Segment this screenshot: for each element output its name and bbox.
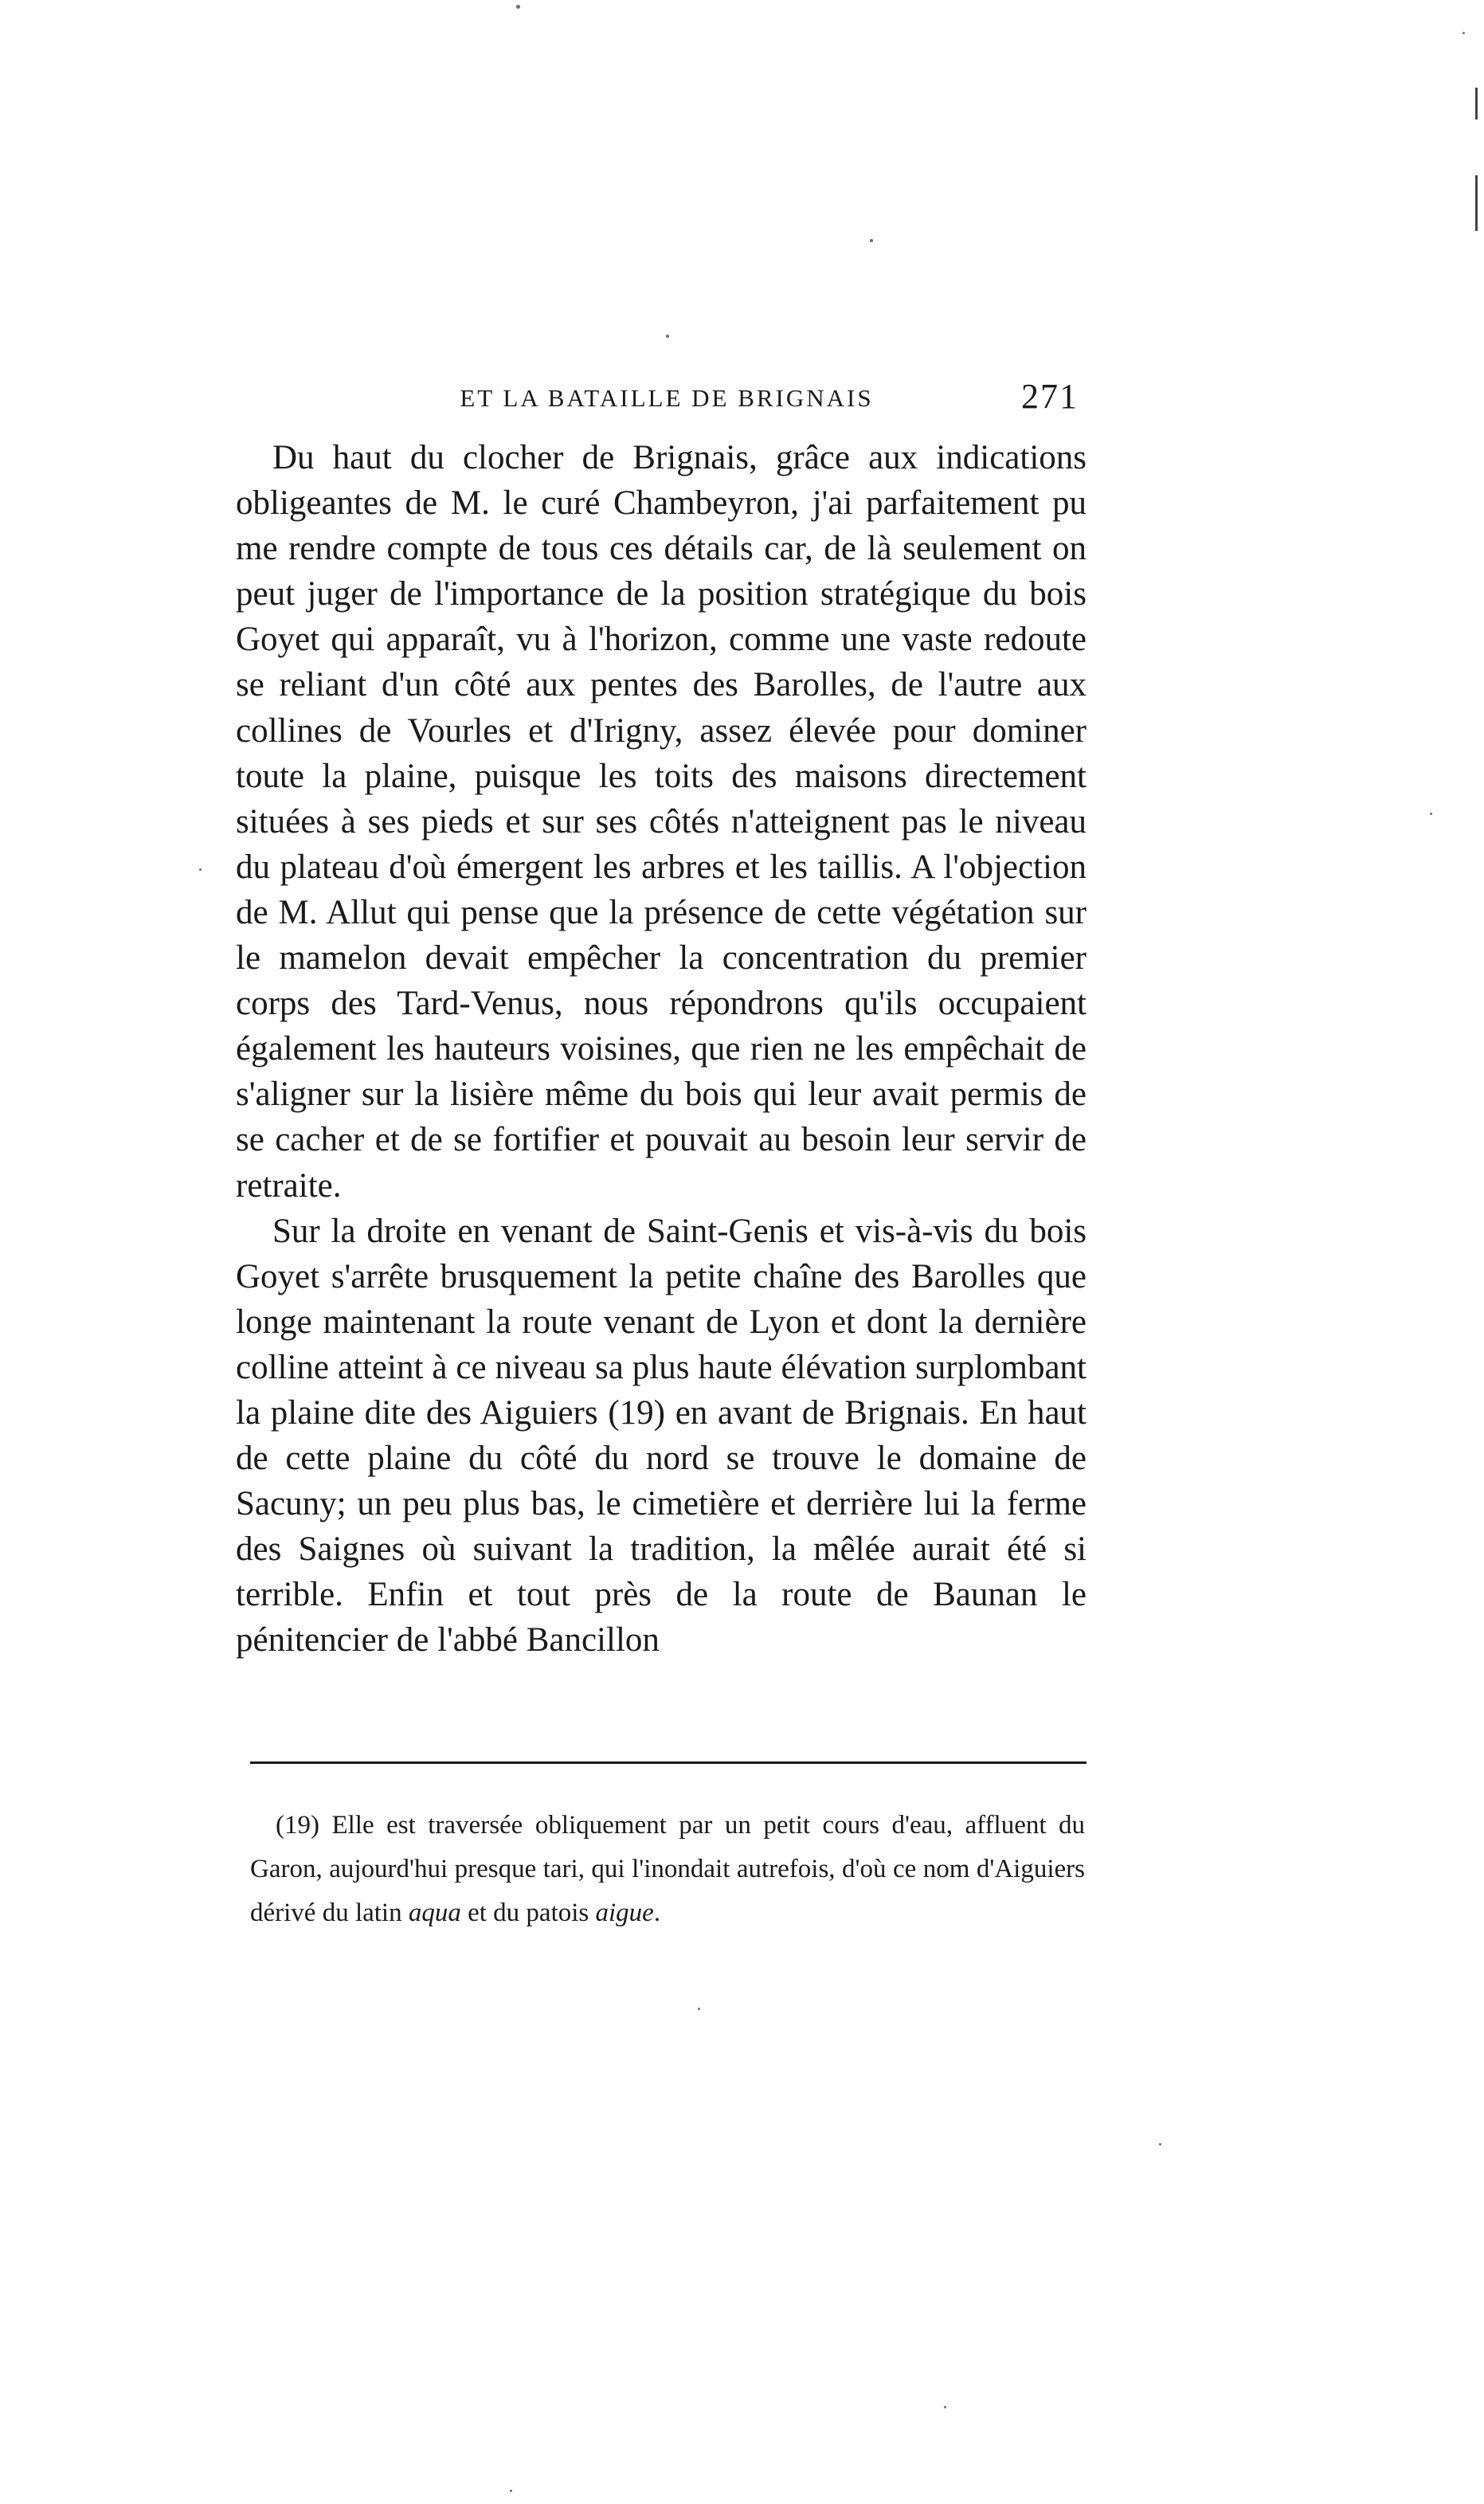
running-title: ET LA BATAILLE DE BRIGNAIS (460, 384, 874, 412)
footnote (250, 1804, 1085, 1935)
footnote-text-start: (19) Elle est traversée obliquement par un petit cours d'eau, affluent du Garon, aujourd'hui presque tari, qui l'inondait autrefois, d'où ce nom d'Aiguiers dérivé du latin (250, 1811, 1085, 1927)
running-head (247, 374, 1087, 422)
scan-speck (698, 2008, 700, 2010)
scan-edge-mark (1475, 175, 1478, 231)
scan-edge-mark (1475, 88, 1478, 120)
scan-speck (666, 335, 669, 338)
scan-speck (510, 2490, 512, 2492)
footnote-italic-aigue: aigue (595, 1899, 654, 1927)
scan-speck (1159, 2143, 1161, 2145)
scan-speck (944, 2406, 946, 2408)
page-number: 271 (1021, 377, 1079, 416)
scan-speck (199, 868, 202, 871)
paragraph-2: Sur la droite en venant de Saint-Genis et vis-à-vis du bois Goyet s'arrête brusquement la petite chaîne des Barolles que longe maintenant la route venant de Lyon et dont la dernière colline atteint à ce niveau sa plus haute élévation surplombant la plaine dite des Aiguiers (19) en avant de Brignais. En haut de cette plaine du côté du nord se trouve le domaine de Sacuny; un peu plus bas, le cimetière et derrière lui la ferme des Saignes où suivant la tradition, la mêlée aurait été si terrible. Enfin et tout près de la route de Baunan le pénitencier de l'abbé Bancillon (236, 1212, 1087, 1660)
footnote-italic-aqua: aqua (408, 1899, 461, 1927)
scan-speck (870, 239, 873, 242)
paragraph-1: Du haut du clocher de Brignais, grâce aux indications obligeantes de M. le curé Chambeyron, j'ai parfaitement pu me rendre compte de tous ces détails car, de là seulement on peut juger de l'importance de la position stratégique du bois Goyet qui apparaît, vu à l'horizon, comme une vaste redoute se reliant d'un côté aux pentes des Barolles, de l'autre aux collines de Vourles et d'Irigny, assez élevée pour dominer toute la plaine, puisque les toits des maisons directement situées à ses pieds et sur ses côtés n'atteignent pas le niveau du plateau d'où émergent les arbres et les taillis. A l'objection de M. Allut qui pense que la présence de cette végétation sur le mamelon devait empêcher la concentration du premier corps des Tard-Venus, nous répondrons qu'ils occupaient également les hauteurs voisines, que rien ne les empêchait de s'aligner sur la lisière même du bois qui leur avait permis de se cacher et de se fortifier et pouvait au besoin leur servir de retraite. (236, 439, 1087, 1205)
footnote-rule (250, 1761, 1087, 1764)
scan-speck (516, 5, 520, 9)
footnote-text-middle: et du patois (460, 1899, 596, 1927)
footnote-text-end: . (653, 1899, 661, 1927)
scan-speck (1462, 32, 1465, 34)
body-text (236, 435, 1087, 1663)
scan-speck (1430, 813, 1432, 815)
